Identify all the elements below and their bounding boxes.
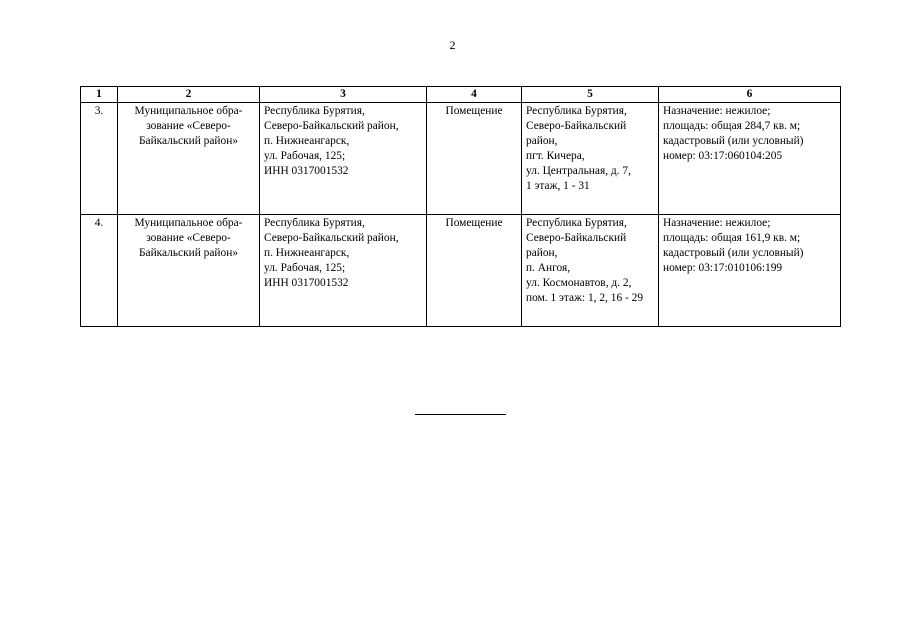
details-cell — [659, 103, 841, 215]
owner-address-line: ИНН 0317001532 — [264, 277, 349, 289]
object-address-line: Республика Бурятия, — [526, 105, 627, 117]
property-table — [80, 86, 841, 327]
owner-cell — [118, 215, 260, 327]
object-type: Помещение — [445, 217, 503, 229]
details-line: Назначение: нежилое; — [663, 217, 771, 229]
owner-address-line: ул. Рабочая, 125; — [264, 150, 346, 162]
owner-line: Муниципальное обра- — [134, 217, 243, 229]
page-number: 2 — [449, 38, 456, 52]
row-number: 4. — [94, 217, 104, 229]
column-header: 2 — [118, 87, 260, 103]
details-line: кадастровый (или условный) — [663, 135, 804, 147]
object-type-cell — [427, 215, 522, 327]
column-header: 6 — [659, 87, 841, 103]
column-header: 3 — [260, 87, 427, 103]
owner-address-cell — [260, 215, 427, 327]
object-address-line: ул. Центральная, д. 7, — [526, 165, 631, 177]
table-row — [81, 215, 841, 327]
column-header: 4 — [427, 87, 522, 103]
row-number-cell — [81, 215, 118, 327]
owner-address-line: п. Нижнеангарск, — [264, 247, 350, 259]
details-cell — [659, 215, 841, 327]
object-address-cell — [522, 215, 659, 327]
object-address-line: ул. Космонавтов, д. 2, — [526, 277, 632, 289]
object-address-line: 1 этаж, 1 - 31 — [526, 180, 590, 192]
owner-line: зование «Северо- — [146, 232, 231, 244]
owner-address-line: Республика Бурятия, — [264, 105, 365, 117]
owner-address-cell — [260, 103, 427, 215]
details-line: Назначение: нежилое; — [663, 105, 771, 117]
object-address-line: п. Ангоя, — [526, 262, 571, 274]
object-address-line: Северо-Байкальский — [526, 232, 627, 244]
object-address-cell — [522, 103, 659, 215]
details-line: номер: 03:17:010106:199 — [663, 262, 783, 274]
details-line: площадь: общая 161,9 кв. м; — [663, 232, 801, 244]
object-address-line: пом. 1 этаж: 1, 2, 16 - 29 — [526, 292, 644, 304]
details-line: площадь: общая 284,7 кв. м; — [663, 120, 801, 132]
owner-address-line: Северо-Байкальский район, — [264, 232, 399, 244]
row-number-cell — [81, 103, 118, 215]
object-address-line: Республика Бурятия, — [526, 217, 627, 229]
object-address-line: район, — [526, 247, 558, 259]
details-line: номер: 03:17:060104:205 — [663, 150, 783, 162]
owner-line: Муниципальное обра- — [134, 105, 243, 117]
object-type-cell — [427, 103, 522, 215]
owner-address-line: Республика Бурятия, — [264, 217, 365, 229]
row-number: 3. — [94, 105, 104, 117]
column-header: 5 — [522, 87, 659, 103]
owner-line: Байкальский район» — [138, 135, 239, 147]
owner-address-line: ИНН 0317001532 — [264, 165, 349, 177]
owner-cell — [118, 103, 260, 215]
owner-address-line: п. Нижнеангарск, — [264, 135, 350, 147]
owner-address-line: ул. Рабочая, 125; — [264, 262, 346, 274]
object-address-line: Северо-Байкальский — [526, 120, 627, 132]
table-row — [81, 103, 841, 215]
owner-address-line: Северо-Байкальский район, — [264, 120, 399, 132]
object-type: Помещение — [445, 105, 503, 117]
owner-line: зование «Северо- — [146, 120, 231, 132]
details-line: кадастровый (или условный) — [663, 247, 804, 259]
object-address-line: пгт. Кичера, — [526, 150, 585, 162]
object-address-line: район, — [526, 135, 558, 147]
table-header-row — [81, 87, 841, 103]
end-separator-line — [415, 414, 506, 415]
column-header: 1 — [81, 87, 118, 103]
owner-line: Байкальский район» — [138, 247, 239, 259]
